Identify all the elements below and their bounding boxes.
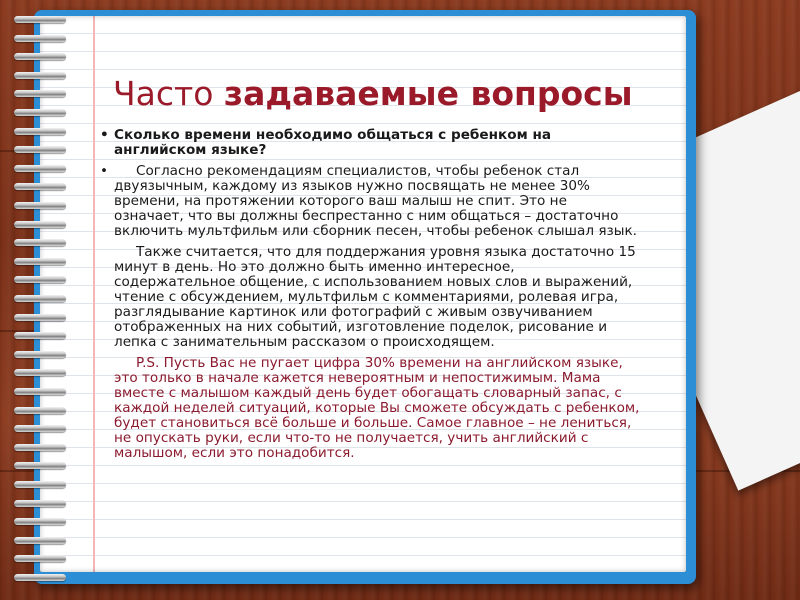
- spiral-ring: [14, 351, 66, 358]
- ps-paragraph-text: Пусть Вас не пугает цифра 30% времени на английском языке, это только в начале кажется невероятным и непостижимым. Мама вместе с малышом каждый день будет обогащать словарный запас, с каждой неделей ситуаций, которые Вы сможете обсуждать с ребенком, будет становиться всё больше и больше. Самое главное – не лениться, не опускать руки, если что-то не получается, учить английский с малышом, если это понадобится.: [114, 355, 640, 461]
- spiral-ring: [14, 537, 66, 544]
- page-title: [113, 74, 633, 113]
- spiral-ring: [14, 481, 66, 488]
- spiral-ring: [14, 16, 66, 23]
- title-part-regular: Часто: [113, 74, 224, 113]
- spiral-ring: [14, 425, 66, 432]
- spiral-ring: [14, 462, 66, 469]
- spiral-ring: [14, 332, 66, 339]
- content-body: [100, 128, 640, 467]
- spiral-ring: [14, 183, 66, 190]
- spiral-ring: [14, 444, 66, 451]
- spiral-ring: [14, 109, 66, 116]
- answer-paragraph-1-text: Согласно рекомендациям специалистов, чтобы ребенок стал двуязычным, каждому из языков нужно посвящать не менее 30% времени, на протяжении которого ваш малыш не спит. Это не означает, что вы должны беспрестанно с ним общаться – достаточно включить мультфильм или сборник песен, чтобы ребенок слышал язык.: [114, 163, 638, 239]
- spiral-ring: [14, 407, 66, 414]
- spiral-ring: [14, 258, 66, 265]
- spiral-ring: [14, 221, 66, 228]
- ps-paragraph: [114, 356, 640, 461]
- spiral-ring: [14, 35, 66, 42]
- spiral-ring: [14, 574, 66, 581]
- spiral-ring: [14, 146, 66, 153]
- spiral-ring: [14, 202, 66, 209]
- spiral-ring: [14, 314, 66, 321]
- answer-paragraph-1: [100, 163, 640, 239]
- question: [100, 128, 640, 158]
- spiral-ring: [14, 276, 66, 283]
- answer-paragraph-2: [114, 245, 640, 350]
- spiral-ring: [14, 165, 66, 172]
- spiral-ring: [14, 369, 66, 376]
- spiral-ring: [14, 555, 66, 562]
- ps-prefix: P.S.: [136, 355, 160, 371]
- spiral-ring: [14, 388, 66, 395]
- spiral-ring: [14, 295, 66, 302]
- spiral-ring: [14, 128, 66, 135]
- spiral-ring: [14, 53, 66, 60]
- question-text: Сколько времени необходимо общаться с ребенком на английском языке?: [114, 127, 552, 158]
- bullet-icon: •: [100, 127, 109, 143]
- spiral-ring: [14, 72, 66, 79]
- bullet-icon: •: [100, 163, 109, 179]
- spiral-ring: [14, 518, 66, 525]
- title-part-bold: задаваемые вопросы: [223, 74, 633, 113]
- answer-paragraph-2-text: Также считается, что для поддержания уровня языка достаточно 15 минут в день. Но это должно быть именно интересное, содержательное общение, с использованием новых слов и выражений, чтение с обсуждением, мультфильм с комментариями, ролевая игра, разглядывание картинок или фотографий с живым озвучиванием отображенных на них событий, изготовление поделок, рисование и лепка с занимательным рассказом о происходящем.: [114, 244, 636, 350]
- spiral-ring: [14, 90, 66, 97]
- spiral-ring: [14, 239, 66, 246]
- spiral-ring: [14, 500, 66, 507]
- spiral-binding: [14, 10, 74, 590]
